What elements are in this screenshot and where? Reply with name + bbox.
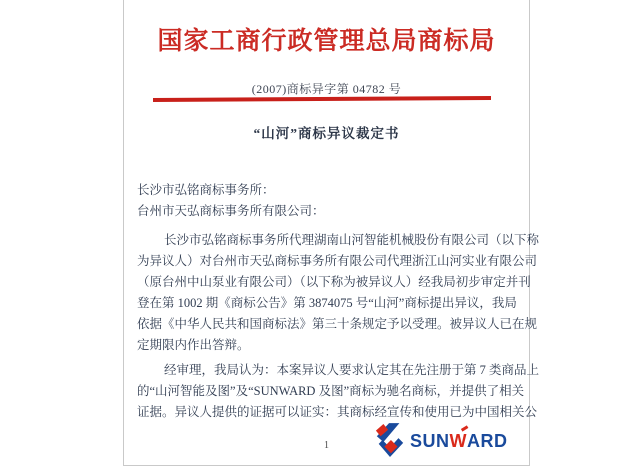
issuing-authority-title: 国家工商行政管理总局商标局 — [157, 28, 496, 55]
document-number: (2007)商标异字第 04782 号 — [251, 82, 402, 96]
body-line: 为异议人）对台州市天弘商标事务所有限公司代理浙江山河实业有限公司 — [137, 254, 538, 268]
body-line: 定期限内作出答辩。 — [137, 338, 250, 352]
body-line: 长沙市弘铭商标事务所代理湖南山河智能机械股份有限公司（以下称 — [164, 233, 540, 247]
wordmark-w — [450, 431, 468, 452]
body-line: 的“山河智能及图”及“SUNWARD 及图”商标为驰名商标，并提供了相关 — [137, 384, 525, 398]
sunward-logo — [374, 420, 526, 462]
document-body — [137, 180, 540, 423]
sunward-wordmark — [410, 431, 508, 452]
body-line: 证据。异议人提供的证据可以证实：其商标经宣传和使用已为中国相关公 — [137, 405, 538, 419]
body-line: 依据《中华人民共和国商标法》第三十条规定予以受理。被异议人已在规 — [137, 317, 538, 331]
body-line: （原台州中山泵业有限公司）（以下称为被异议人）经我局初步审定并刊 — [137, 275, 531, 289]
addressee-line: 长沙市弘铭商标事务所： — [137, 183, 275, 197]
addressee-line: 台州市天弘商标事务所有限公司： — [137, 204, 325, 218]
sunward-logo-icon — [374, 422, 406, 460]
page-number: 1 — [324, 440, 329, 451]
wordmark-w-letter: W — [449, 430, 468, 451]
document-subtitle: “山河”商标异议裁定书 — [253, 126, 400, 141]
body-line: 登在第 1002 期《商标公告》第 3874075 号“山河”商标提出异议，我局 — [137, 296, 517, 310]
wordmark-sun: SUN — [410, 430, 450, 451]
body-line: 经审理，我局认为：本案异议人要求认定其在先注册于第 7 类商品上 — [164, 363, 540, 377]
wordmark-ard: ARD — [467, 430, 508, 451]
